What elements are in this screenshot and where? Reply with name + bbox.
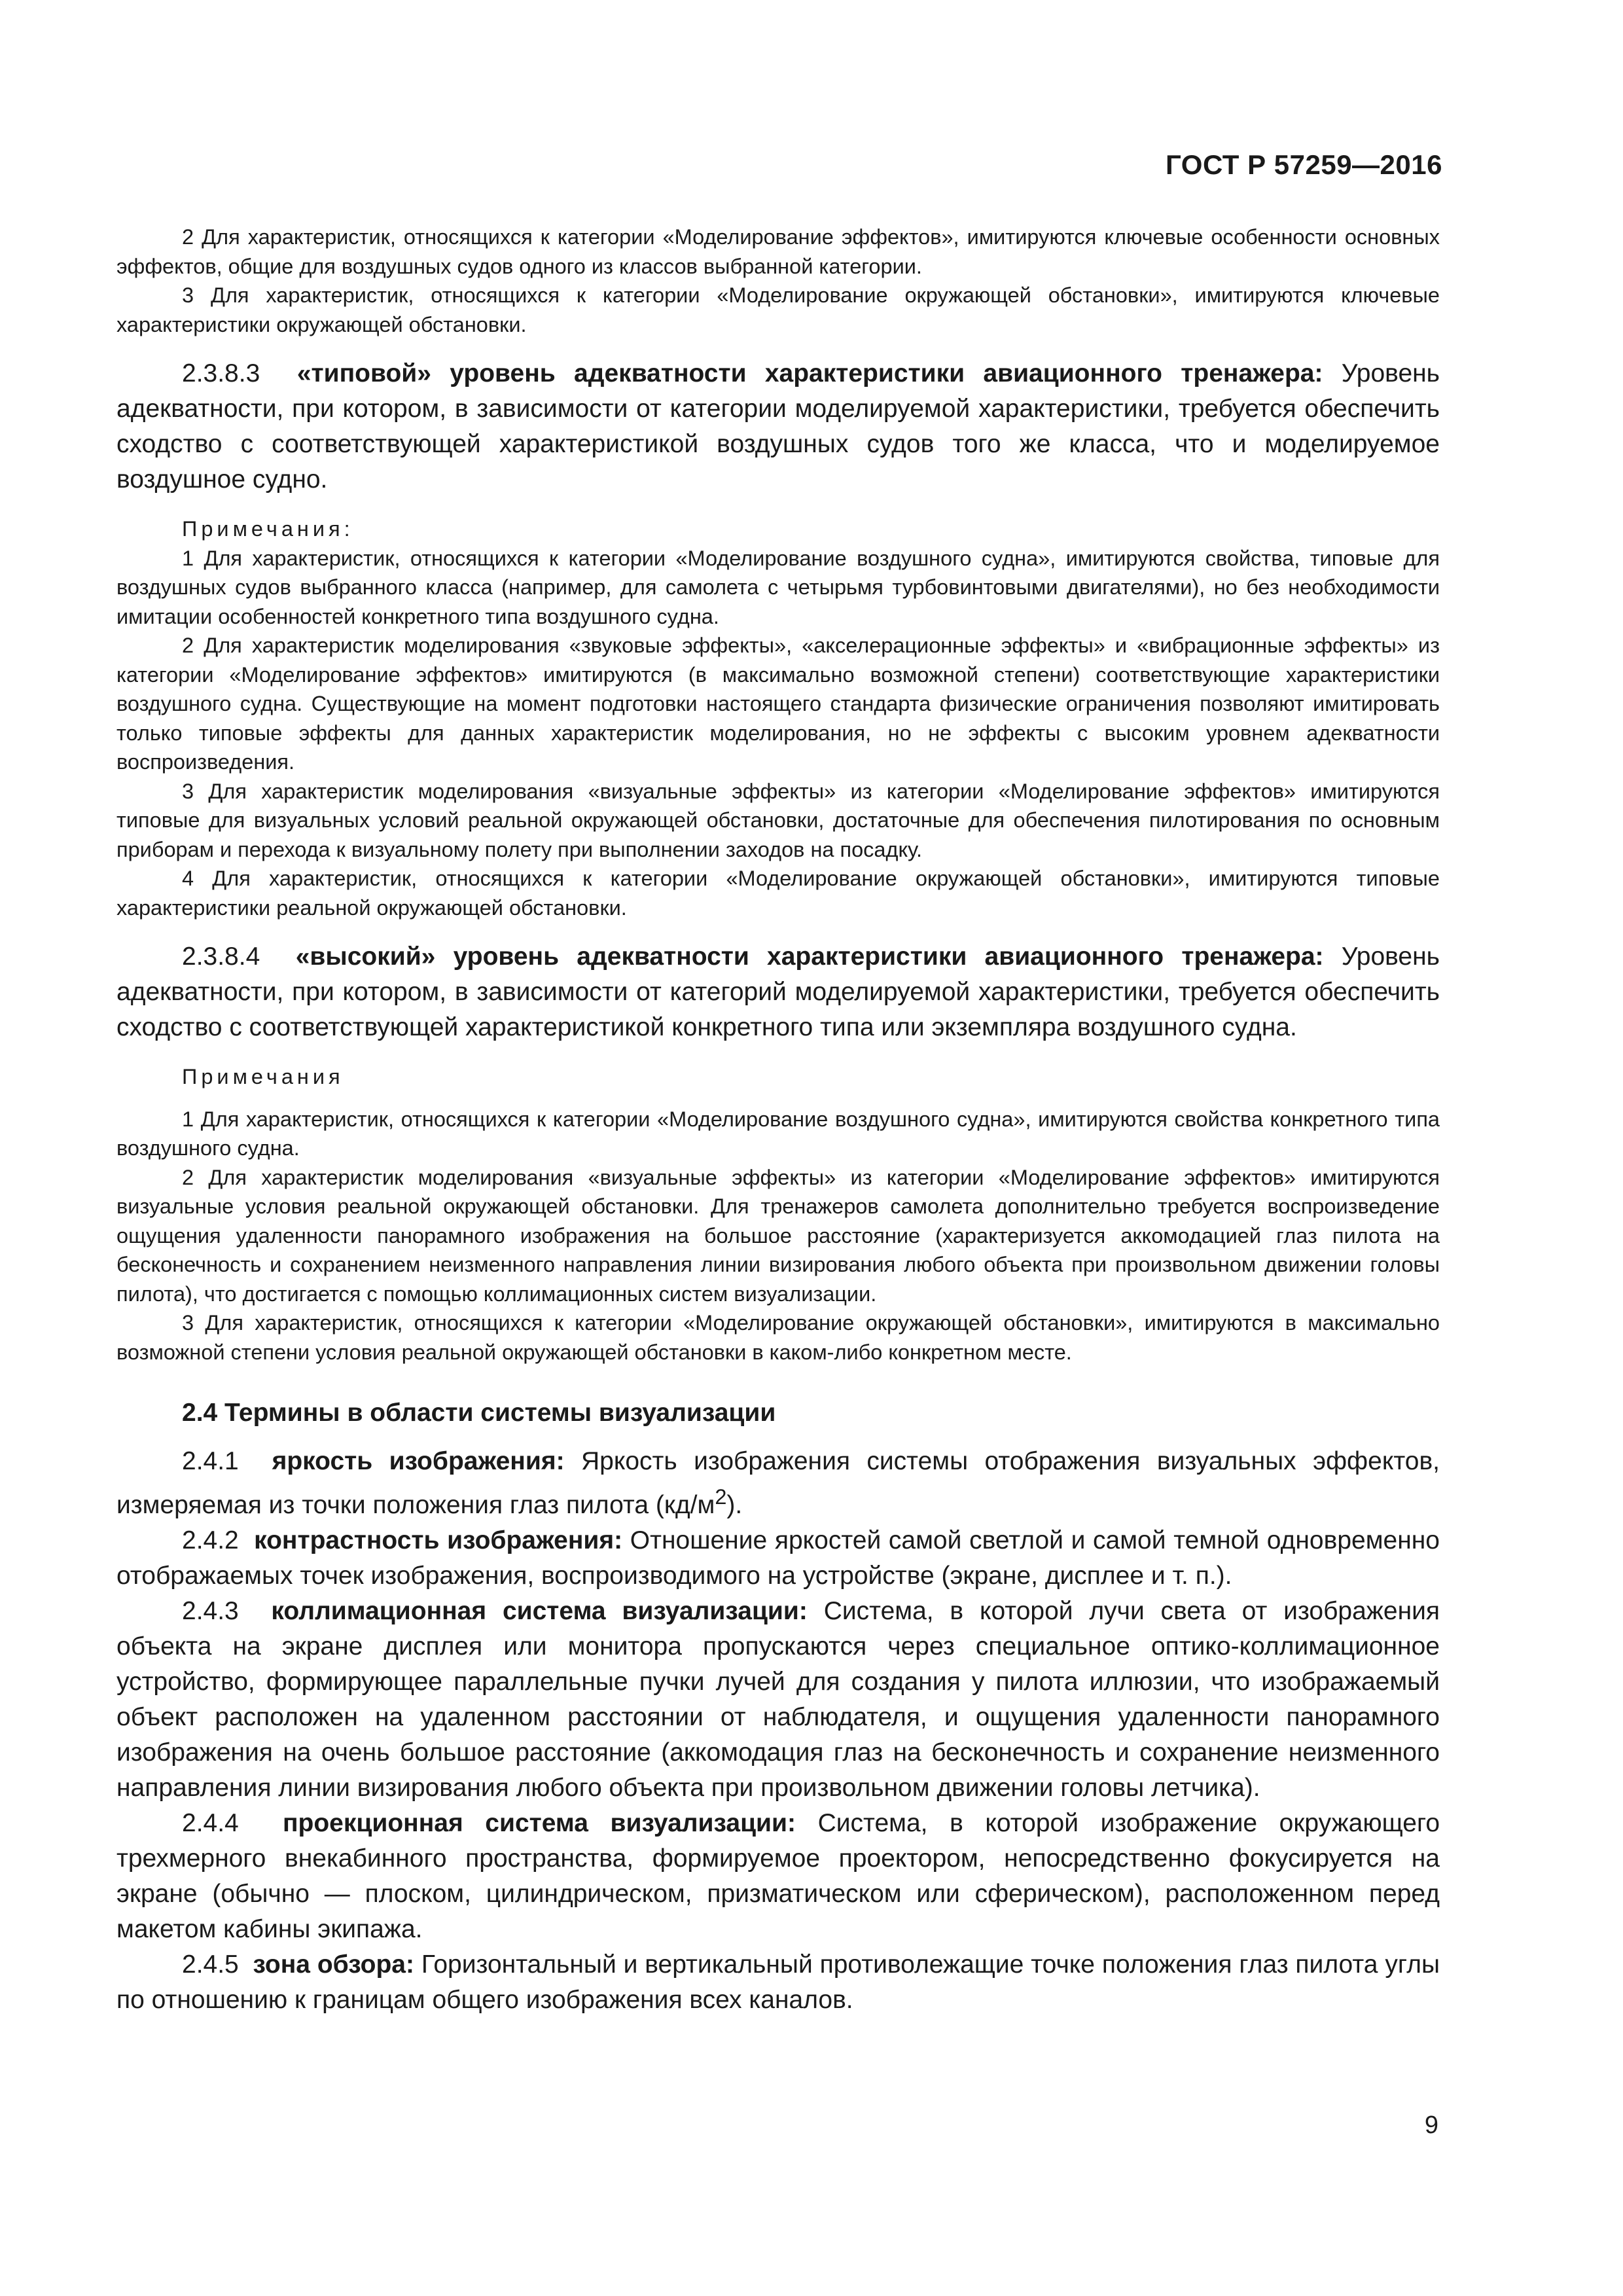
term-number: 2.4.1 <box>182 1447 239 1475</box>
term-2-4-1 <box>116 1444 1440 1523</box>
note-paragraph: 3 Для характеристик, относящихся к категории «Моделирование окружающей обстановки», имитируются в максимально возможной степени условия реальной окружающей обстановки в каком-либо конкретном месте. <box>116 1311 1440 1364</box>
term-number: 2.3.8.3 <box>182 359 260 387</box>
note-paragraph: 1 Для характеристик, относящихся к категории «Моделирование воздушного судна», имитируются свойства конкретного типа воздушного судна. <box>116 1107 1440 1160</box>
term-definition: Яркость изображения системы отображения визуальных эффектов, измеряемая из точки положения глаз пилота (кд/м <box>116 1447 1440 1519</box>
term-2-4-3 <box>116 1594 1440 1806</box>
page-content <box>116 223 1440 2018</box>
term-number: 2.4.3 <box>182 1597 239 1625</box>
term-2-4-2 <box>116 1523 1440 1594</box>
note-paragraph: 2 Для характеристик моделирования «визуальные эффекты» из категории «Моделирование эффектов» имитируются визуальные условия реальной окружающей обстановки. Для тренажеров самолета дополнительно требуется воспроизведение ощущения удаленности панорамного изображения на большое расстояние (характеризуется аккомодацией глаз пилота на бесконечность и сохранением неизменного направления линии визирования любого объекта при произвольном движении головы пилота), что достигается с помощью коллимационных систем визуализации. <box>116 1165 1440 1306</box>
note-paragraph: 1 Для характеристик, относящихся к категории «Моделирование воздушного судна», имитируются свойства, типовые для воздушных судов выбранного класса (например, для самолета с четырьмя турбовинтовыми двигателями), но без необходимости имитации особенностей конкретного типа воздушного судна. <box>116 546 1440 628</box>
term-name: зона обзора: <box>253 1950 414 1979</box>
term-definition-tail: ). <box>726 1491 743 1519</box>
notes-title: Примечания <box>182 1065 344 1088</box>
note-paragraph: 3 Для характеристик моделирования «визуальные эффекты» из категории «Моделирование эффектов» имитируются типовые для визуальных условий реальной окружающей обстановки, достаточные для обеспечения пилотирования по основным приборам и перехода к визуальному полету при выполнении заходов на посадку. <box>116 779 1440 861</box>
superscript: 2 <box>715 1485 727 1509</box>
term-2-4-5 <box>116 1947 1440 2018</box>
document-header: ГОСТ Р 57259—2016 <box>1166 149 1442 180</box>
term-name: «типовой» уровень адекватности характеристики авиационного тренажера: <box>296 359 1323 387</box>
term-2-3-8-3 <box>116 356 1440 497</box>
term-2-4-4 <box>116 1806 1440 1947</box>
term-definition: Система, в которой лучи света от изображения объекта на экране дисплея или монитора пропускаются через специальное оптико-коллимационное устройство, формирующее параллельные пучки лучей для создания у пилота иллюзии, что изображаемый объект расположен на удаленном расстоянии от наблюдателя, и ощущения удаленности панорамного изображения на очень большое расстояние (аккомодация глаз на бесконечность и сохранение неизменного направления линии визирования любого объекта при произвольном движении головы летчика). <box>116 1597 1440 1802</box>
term-number: 2.4.4 <box>182 1809 239 1837</box>
note-paragraph: 2 Для характеристик моделирования «звуковые эффекты», «акселерационные эффекты» и «вибрационные эффекты» из категории «Моделирование эффектов» имитируются (в максимально возможной степени) соответствующие характеристики воздушного судна. Существующие на момент подготовки настоящего стандарта физические ограничения позволяют имитировать только типовые эффекты для данных характеристик моделирования, но не эффекты с высоким уровнем адекватности воспроизведения. <box>116 634 1440 774</box>
term-definition: Отношение яркостей самой светлой и самой темной одновременно отображаемых точек изображения, воспроизводимого на устройстве (экране, дисплее и т. п.). <box>116 1526 1440 1590</box>
term-name: проекционная система визуализации: <box>282 1809 796 1837</box>
term-definition: Уровень адекватности, при котором, в зависимости от категории моделируемой характеристики, требуется обеспечить сходство с соответствующей характеристикой воздушных судов того же класса, что и моделируемое воздушное судно. <box>116 359 1440 493</box>
note-paragraph: 4 Для характеристик, относящихся к категории «Моделирование окружающей обстановки», имитируются типовые характеристики реальной окружающей обстановки. <box>116 867 1440 920</box>
term-number: 2.4.2 <box>182 1526 239 1554</box>
term-definition: Горизонтальный и вертикальный противолежащие точке положения глаз пилота углы по отношению к границам общего изображения всех каналов. <box>116 1950 1440 2014</box>
term-number: 2.4.5 <box>182 1950 239 1979</box>
term-name: контрастность изображения: <box>254 1526 623 1554</box>
term-number: 2.3.8.4 <box>182 942 260 971</box>
page-number: 9 <box>1424 2111 1438 2139</box>
term-2-3-8-4 <box>116 939 1440 1045</box>
term-name: «высокий» уровень адекватности характеристики авиационного тренажера: <box>295 942 1324 971</box>
term-definition: Уровень адекватности, при котором, в зависимости от категорий моделируемой характеристики, требуется обеспечить сходство с соответствующей характеристикой конкретного типа или экземпляра воздушного судна. <box>116 942 1440 1041</box>
term-name: яркость изображения: <box>272 1447 565 1475</box>
note-paragraph: 3 Для характеристик, относящихся к категории «Моделирование окружающей обстановки», имитируются ключевые характеристики окружающей обстановки. <box>116 283 1440 336</box>
section-title: 2.4 Термины в области системы визуализации <box>182 1399 776 1427</box>
term-definition: Система, в которой изображение окружающего трехмерного внекабинного пространства, формируемое проектором, непосредственно фокусируется на экране (обычно — плоском, цилиндрическом, призматическом или сферическом), расположенном перед макетом кабины экипажа. <box>116 1809 1440 1943</box>
note-paragraph: 2 Для характеристик, относящихся к категории «Моделирование эффектов», имитируются ключевые особенности основных эффектов, общие для воздушных судов одного из классов выбранной категории. <box>116 225 1440 278</box>
term-name: коллимационная система визуализации: <box>271 1597 808 1625</box>
notes-title: Примечания: <box>182 517 354 541</box>
